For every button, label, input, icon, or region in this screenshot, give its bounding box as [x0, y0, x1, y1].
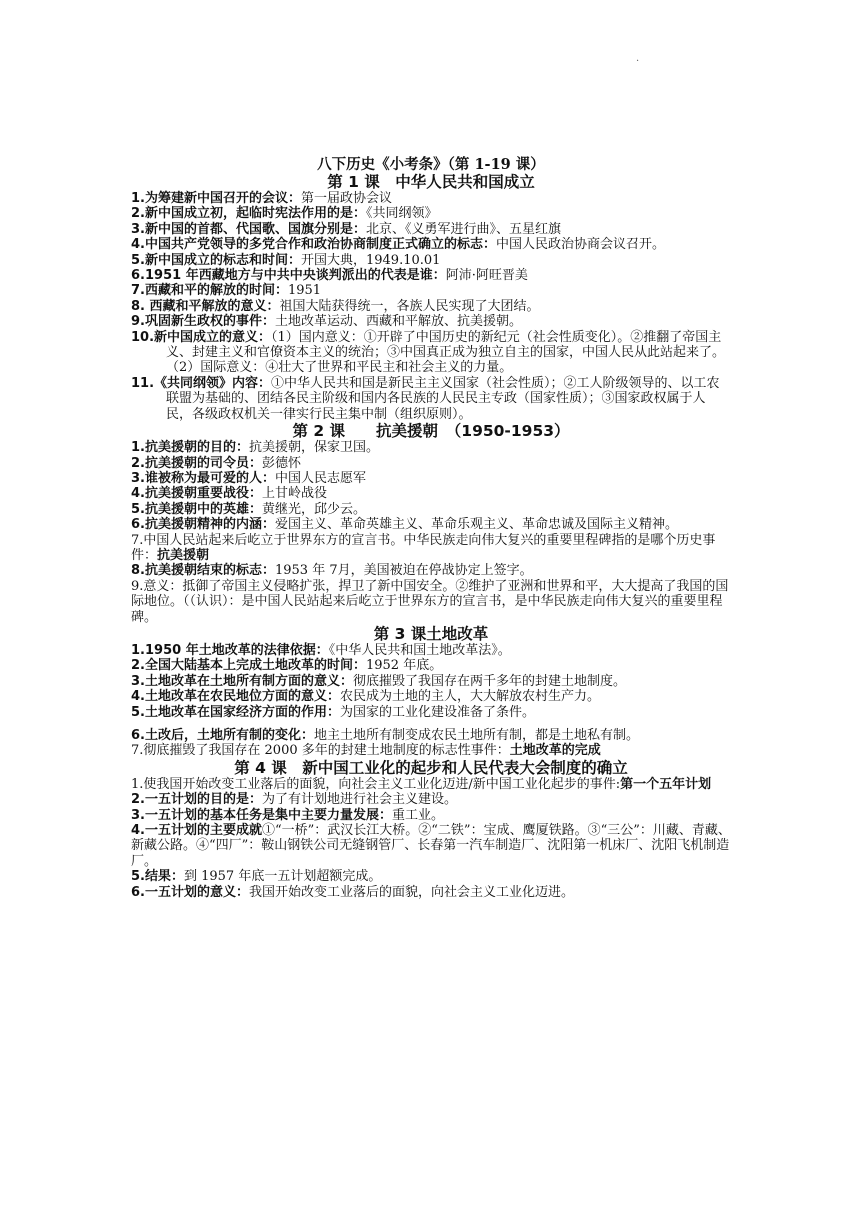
item-text: 土地改革运动、西藏和平解放、抗美援朝。 [274, 314, 522, 330]
item-label: 10.新中国成立的意义： [131, 329, 272, 345]
lesson-heading: 第 4 课 新中国工业化的起步和人民代表大会制度的确立 [234, 758, 628, 777]
item-label: 2.一五计划的目的是： [131, 792, 262, 808]
document-title: 八下历史《小考条》（第 1-19 课） [317, 156, 545, 173]
list-item [131, 237, 731, 252]
list-item [131, 253, 731, 268]
lesson-heading: 第 1 课 中华人民共和国成立 [327, 173, 535, 191]
list-item [131, 502, 731, 517]
item-answer: 第一个五年计划 [620, 776, 712, 792]
list-item [131, 792, 731, 807]
item-text: 抗美援朝，保家卫国。 [248, 440, 379, 456]
item-text: 中国人民政治协商会议召开。 [495, 237, 665, 253]
item-answer: 抗美援朝 [157, 547, 210, 563]
item-text: 到 1957 年底一五计划超额完成。 [183, 869, 382, 885]
list-item [131, 222, 731, 237]
list-item [131, 268, 731, 283]
item-label: 6.土改后，土地所有制的变化： [131, 728, 314, 743]
item-text: 1952 年底。 [365, 658, 443, 674]
list-item [131, 283, 731, 298]
item-text: 1.使我国开始改变工业落后的面貌，向社会主义工业化迈进/新中国工业化起步的事件: [131, 776, 621, 792]
item-label: 3.一五计划的基本任务是集中主要力量发展： [131, 807, 392, 823]
item-label: 8. 西藏和平解放的意义： [131, 298, 280, 314]
list-item [131, 471, 731, 486]
list-item [131, 579, 731, 625]
list-item [131, 689, 731, 704]
item-text: ①中华人民共和国是新民主主义国家（社会性质）；②工人阶级领导的、以工农联盟为基础的、团结各民主阶级和国内各民族的人民民主专政（国家性质）；③国家政权属于人民，各级政权机关一律实行民主集中制（组织原则）。 [166, 375, 720, 422]
document-body [131, 156, 731, 900]
item-label: 3.土地改革在土地所有制方面的意义： [131, 673, 353, 689]
item-label: 7.西藏和平的解放的时间： [131, 283, 288, 299]
item-text: 彭德怀 [261, 455, 301, 471]
list-item [131, 728, 731, 743]
item-text: （1）国内意义：①开辟了中国历史的新纪元（社会性质变化）。②推翻了帝国主义、封建主义和官僚资本主义的统治；③中国真正成为独立自主的国家，中国人民从此站起来了。（2）国际意义：④壮大了世界和平民主和社会主义的力量。 [166, 329, 726, 376]
item-label: 2.全国大陆基本上完成土地改革的时间： [131, 658, 366, 674]
item-label: 2.抗美援朝的司令员： [131, 455, 262, 471]
item-label: 6.抗美援朝精神的内涵： [131, 517, 275, 533]
item-text: 为国家的工业化建设准备了条件。 [339, 704, 535, 720]
item-label: 4.抗美援朝重要战役： [131, 486, 262, 502]
item-label: 5.结果： [131, 869, 184, 885]
list-item [131, 206, 731, 221]
item-label: 1.1950 年土地改革的法律依据： [131, 642, 329, 658]
item-label: 4.一五计划的主要成就 [131, 823, 262, 839]
item-text: 地主土地所有制变成农民土地所有制，都是土地私有制。 [313, 728, 639, 743]
item-label: 5.新中国成立的标志和时间： [131, 252, 301, 268]
lesson-heading: 第 2 课 抗美援朝 （1950-1953） [292, 422, 570, 441]
corner-mark: · [636, 56, 640, 67]
item-text: 重工业。 [391, 807, 444, 823]
item-label: 1.抗美援朝的目的： [131, 440, 249, 456]
item-text: 《中华人民共和国土地改革法》。 [328, 642, 511, 658]
item-text: 阿沛·阿旺晋美 [445, 268, 528, 284]
item-text: 9.意义：抵御了帝国主义侵略扩张，捍卫了新中国安全。②维护了亚洲和世界和平，大大提高了我国的国际地位。（（认识）：是中国人民站起来后屹立于世界东方的宣言书，是中华民族走向伟大复兴的重要里程碑。 [131, 578, 729, 625]
item-text: 为了有计划地进行社会主义建设。 [261, 792, 457, 808]
item-text: 7.彻底摧毁了我国存在 2000 多年的封建土地制度的标志性事件： [131, 743, 510, 759]
item-label: 6.一五计划的意义： [131, 884, 249, 900]
item-label: 5.抗美援朝中的英雄： [131, 501, 262, 517]
list-item [131, 658, 731, 673]
item-label: 8.抗美援朝结束的标志： [131, 563, 275, 579]
item-label: 6.1951 年西藏地方与中共中央谈判派出的代表是谁： [131, 268, 446, 284]
item-text: 我国开始改变工业落后的面貌，向社会主义工业化迈进。 [248, 884, 574, 900]
list-item [131, 456, 731, 471]
list-item [131, 563, 731, 578]
item-label: 1.为筹建新中国召开的会议： [131, 191, 301, 206]
item-text: ①“一桥”：武汉长江大桥。②“二铁”：宝成、鹰厦铁路。③“三公”：川藏、青藏、新藏公路。④“四厂”：鞍山钢铁公司无缝钢管厂、长春第一汽车制造厂、沈阳第一机床厂、沈阳飞机制造厂。 [131, 823, 731, 869]
list-item [131, 885, 731, 900]
spacer [131, 720, 731, 728]
item-text: 农民成为土地的主人，大大解放农村生产力。 [339, 689, 600, 705]
list-item [131, 823, 731, 869]
item-text: 开国大典，1949.10.01 [300, 252, 441, 268]
item-text: 爱国主义、革命英雄主义、革命乐观主义、革命忠诚及国际主义精神。 [274, 517, 678, 533]
item-label: 3.新中国的首都、代国歌、国旗分别是： [131, 221, 366, 237]
list-item [131, 330, 731, 376]
list-item [131, 705, 731, 720]
list-item [131, 808, 731, 823]
item-text: 上甘岭战役 [261, 486, 327, 502]
item-text: 第一届政协会议 [300, 191, 392, 206]
lesson-heading: 第 3 课土地改革 [373, 624, 489, 643]
item-answer: 土地改革的完成 [509, 743, 601, 759]
item-text: 彻底摧毁了我国存在两千多年的封建土地制度。 [352, 673, 626, 689]
item-label: 3.谁被称为最可爱的人： [131, 470, 275, 486]
item-label: 4.中国共产党领导的多党合作和政治协商制度正式确立的标志： [131, 237, 496, 253]
item-label: 4.土地改革在农民地位方面的意义： [131, 689, 340, 705]
item-label: 9.巩固新生政权的事件： [131, 314, 275, 330]
list-item [131, 517, 731, 532]
item-text: 7.中国人民站起来后屹立于世界东方的宣言书。中华民族走向伟大复兴的重要里程碑指的是哪个历史事件： [131, 532, 716, 563]
item-text: 中国人民志愿军 [274, 470, 366, 486]
item-label: 5.土地改革在国家经济方面的作用： [131, 704, 340, 720]
item-label: 2.新中国成立初，起临时宪法作用的是： [131, 206, 366, 222]
list-item [131, 533, 731, 564]
item-label: 11.《共同纲领》内容： [131, 375, 272, 391]
list-item [131, 643, 731, 658]
item-text: 1951 [287, 283, 322, 299]
lessons-container [131, 173, 731, 900]
list-item [131, 314, 731, 329]
list-item [131, 299, 731, 314]
list-item [131, 191, 731, 206]
list-item [131, 440, 731, 455]
item-text: 1953 年 7月，美国被迫在停战协定上签字。 [274, 563, 533, 579]
item-text: 北京、《义勇军进行曲》、五星红旗 [365, 221, 561, 237]
list-item [131, 777, 731, 792]
list-item [131, 376, 731, 422]
list-item [131, 869, 731, 884]
list-item [131, 743, 731, 758]
item-text: 黄继光，邱少云。 [261, 501, 366, 517]
item-text: 《共同纲领》 [365, 206, 438, 222]
list-item [131, 486, 731, 501]
list-item [131, 674, 731, 689]
item-text: 祖国大陆获得统一，各族人民实现了大团结。 [279, 298, 540, 314]
